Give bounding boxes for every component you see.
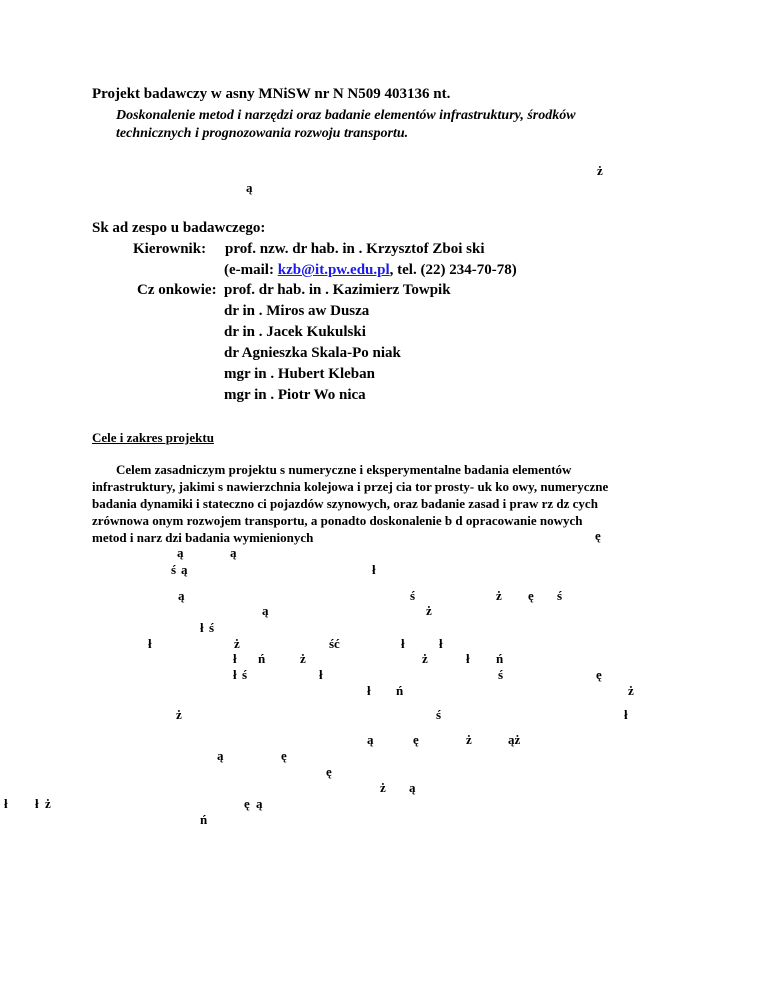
leader-label: Kierownik: xyxy=(133,241,207,257)
stray-glyph: ą xyxy=(262,603,269,618)
stray-glyph: ń xyxy=(258,651,266,666)
stray-glyph: ż xyxy=(380,780,386,795)
section-heading: Cele i zakres projektu xyxy=(92,430,214,445)
stray-glyph: ż xyxy=(176,707,182,722)
member-item: prof. dr hab. in . Kazimierz Towpik xyxy=(224,282,451,298)
stray-glyph: ł xyxy=(367,683,371,698)
email-link[interactable]: kzb@it.pw.edu.pl xyxy=(277,262,390,278)
stray-glyph: ś xyxy=(436,707,442,722)
stray-glyph: ł xyxy=(439,636,443,651)
stray-glyph: ę xyxy=(596,667,602,682)
stray-glyph: ś xyxy=(557,588,563,603)
project-subtitle-line-1: Doskonalenie metod i narzędzi oraz badanie elementów infrastruktury, środków xyxy=(116,108,576,123)
stray-glyph: ą xyxy=(178,588,185,603)
stray-glyph: ą xyxy=(177,545,184,560)
project-subtitle-line-2: technicznych i prognozowania rozwoju transportu. xyxy=(116,126,409,141)
stray-glyph: ż xyxy=(628,683,634,698)
stray-glyph: ł xyxy=(4,796,8,811)
stray-glyph: ę xyxy=(244,796,250,811)
section-line: zrównowa onym rozwojem transportu, a ponadto doskonalenie b d opracowanie nowych xyxy=(92,513,583,528)
stray-glyph: ń xyxy=(496,651,504,666)
stray-glyph: ż xyxy=(496,588,502,603)
member-item: dr Agnieszka Skala-Po niak xyxy=(224,345,401,361)
leader-name: prof. nzw. dr hab. in . Krzysztof Zboi ski xyxy=(225,241,485,257)
stray-glyph: ł xyxy=(148,636,152,651)
stray-glyph: ł xyxy=(372,562,376,577)
section-line: Celem zasadniczym projektu s numeryczne i eksperymentalne badania elementów xyxy=(116,462,572,477)
stray-glyph: ą xyxy=(246,180,253,195)
contact-suffix: , tel. (22) 234-70-78) xyxy=(389,262,517,278)
stray-glyph: ś xyxy=(171,562,177,577)
section-line: badania dynamiki i stateczno ci pojazdów szynowych, oraz badanie zasad i praw rz dz cych xyxy=(92,496,598,511)
stray-glyph: ąż xyxy=(508,732,521,747)
stray-glyph: ł xyxy=(200,620,204,635)
section-line: metod i narz dzi badania wymienionych xyxy=(92,530,314,545)
stray-glyph: ń xyxy=(396,683,404,698)
stray-glyph: ą xyxy=(181,562,188,577)
stray-glyph: ż xyxy=(597,163,603,178)
stray-glyph: ł xyxy=(401,636,405,651)
team-heading: Sk ad zespo u badawczego: xyxy=(92,220,266,236)
stray-glyph: ą xyxy=(256,796,263,811)
stray-glyph: ż xyxy=(426,603,432,618)
stray-glyph: ą xyxy=(409,780,416,795)
leader-contact xyxy=(224,262,517,279)
project-line: Projekt badawczy w asny MNiSW nr N N509 403136 nt. xyxy=(92,86,451,102)
member-item: dr in . Jacek Kukulski xyxy=(224,324,366,340)
stray-glyph: ę xyxy=(413,732,419,747)
stray-glyph: ś xyxy=(242,667,248,682)
stray-glyph: ł xyxy=(35,796,39,811)
member-item: mgr in . Piotr Wo nica xyxy=(224,387,366,403)
stray-glyph: ż xyxy=(422,651,428,666)
stray-glyph: ł xyxy=(466,651,470,666)
stray-glyph: ą xyxy=(230,545,237,560)
stray-glyph: ł xyxy=(319,667,323,682)
stray-glyph: ę xyxy=(281,748,287,763)
stray-glyph: ł xyxy=(233,667,237,682)
stray-glyph: ś xyxy=(209,620,215,635)
stray-glyph: ż xyxy=(45,796,51,811)
member-item: dr in . Miros aw Dusza xyxy=(224,303,370,319)
stray-glyph: ę xyxy=(595,528,601,543)
stray-glyph: ś xyxy=(498,667,504,682)
stray-glyph: ą xyxy=(217,748,224,763)
stray-glyph: ń xyxy=(200,812,208,827)
stray-glyph: ż xyxy=(466,732,472,747)
stray-glyph: ł xyxy=(233,651,237,666)
stray-glyph: ść xyxy=(329,636,340,651)
section-line: infrastruktury, jakimi s nawierzchnia kolejowa i przej cia tor prosty- uk ko owy, numeryczne xyxy=(92,479,609,494)
stray-glyph: ż xyxy=(234,636,240,651)
stray-glyph: ą xyxy=(367,732,374,747)
stray-glyph: ł xyxy=(624,707,628,722)
members-label: Cz onkowie: xyxy=(137,282,217,298)
stray-glyph: ę xyxy=(326,764,332,779)
stray-glyph: ś xyxy=(410,588,416,603)
contact-prefix: (e-mail: xyxy=(224,262,278,278)
stray-glyph: ż xyxy=(300,651,306,666)
stray-glyph: ę xyxy=(528,588,534,603)
member-item: mgr in . Hubert Kleban xyxy=(224,366,375,382)
